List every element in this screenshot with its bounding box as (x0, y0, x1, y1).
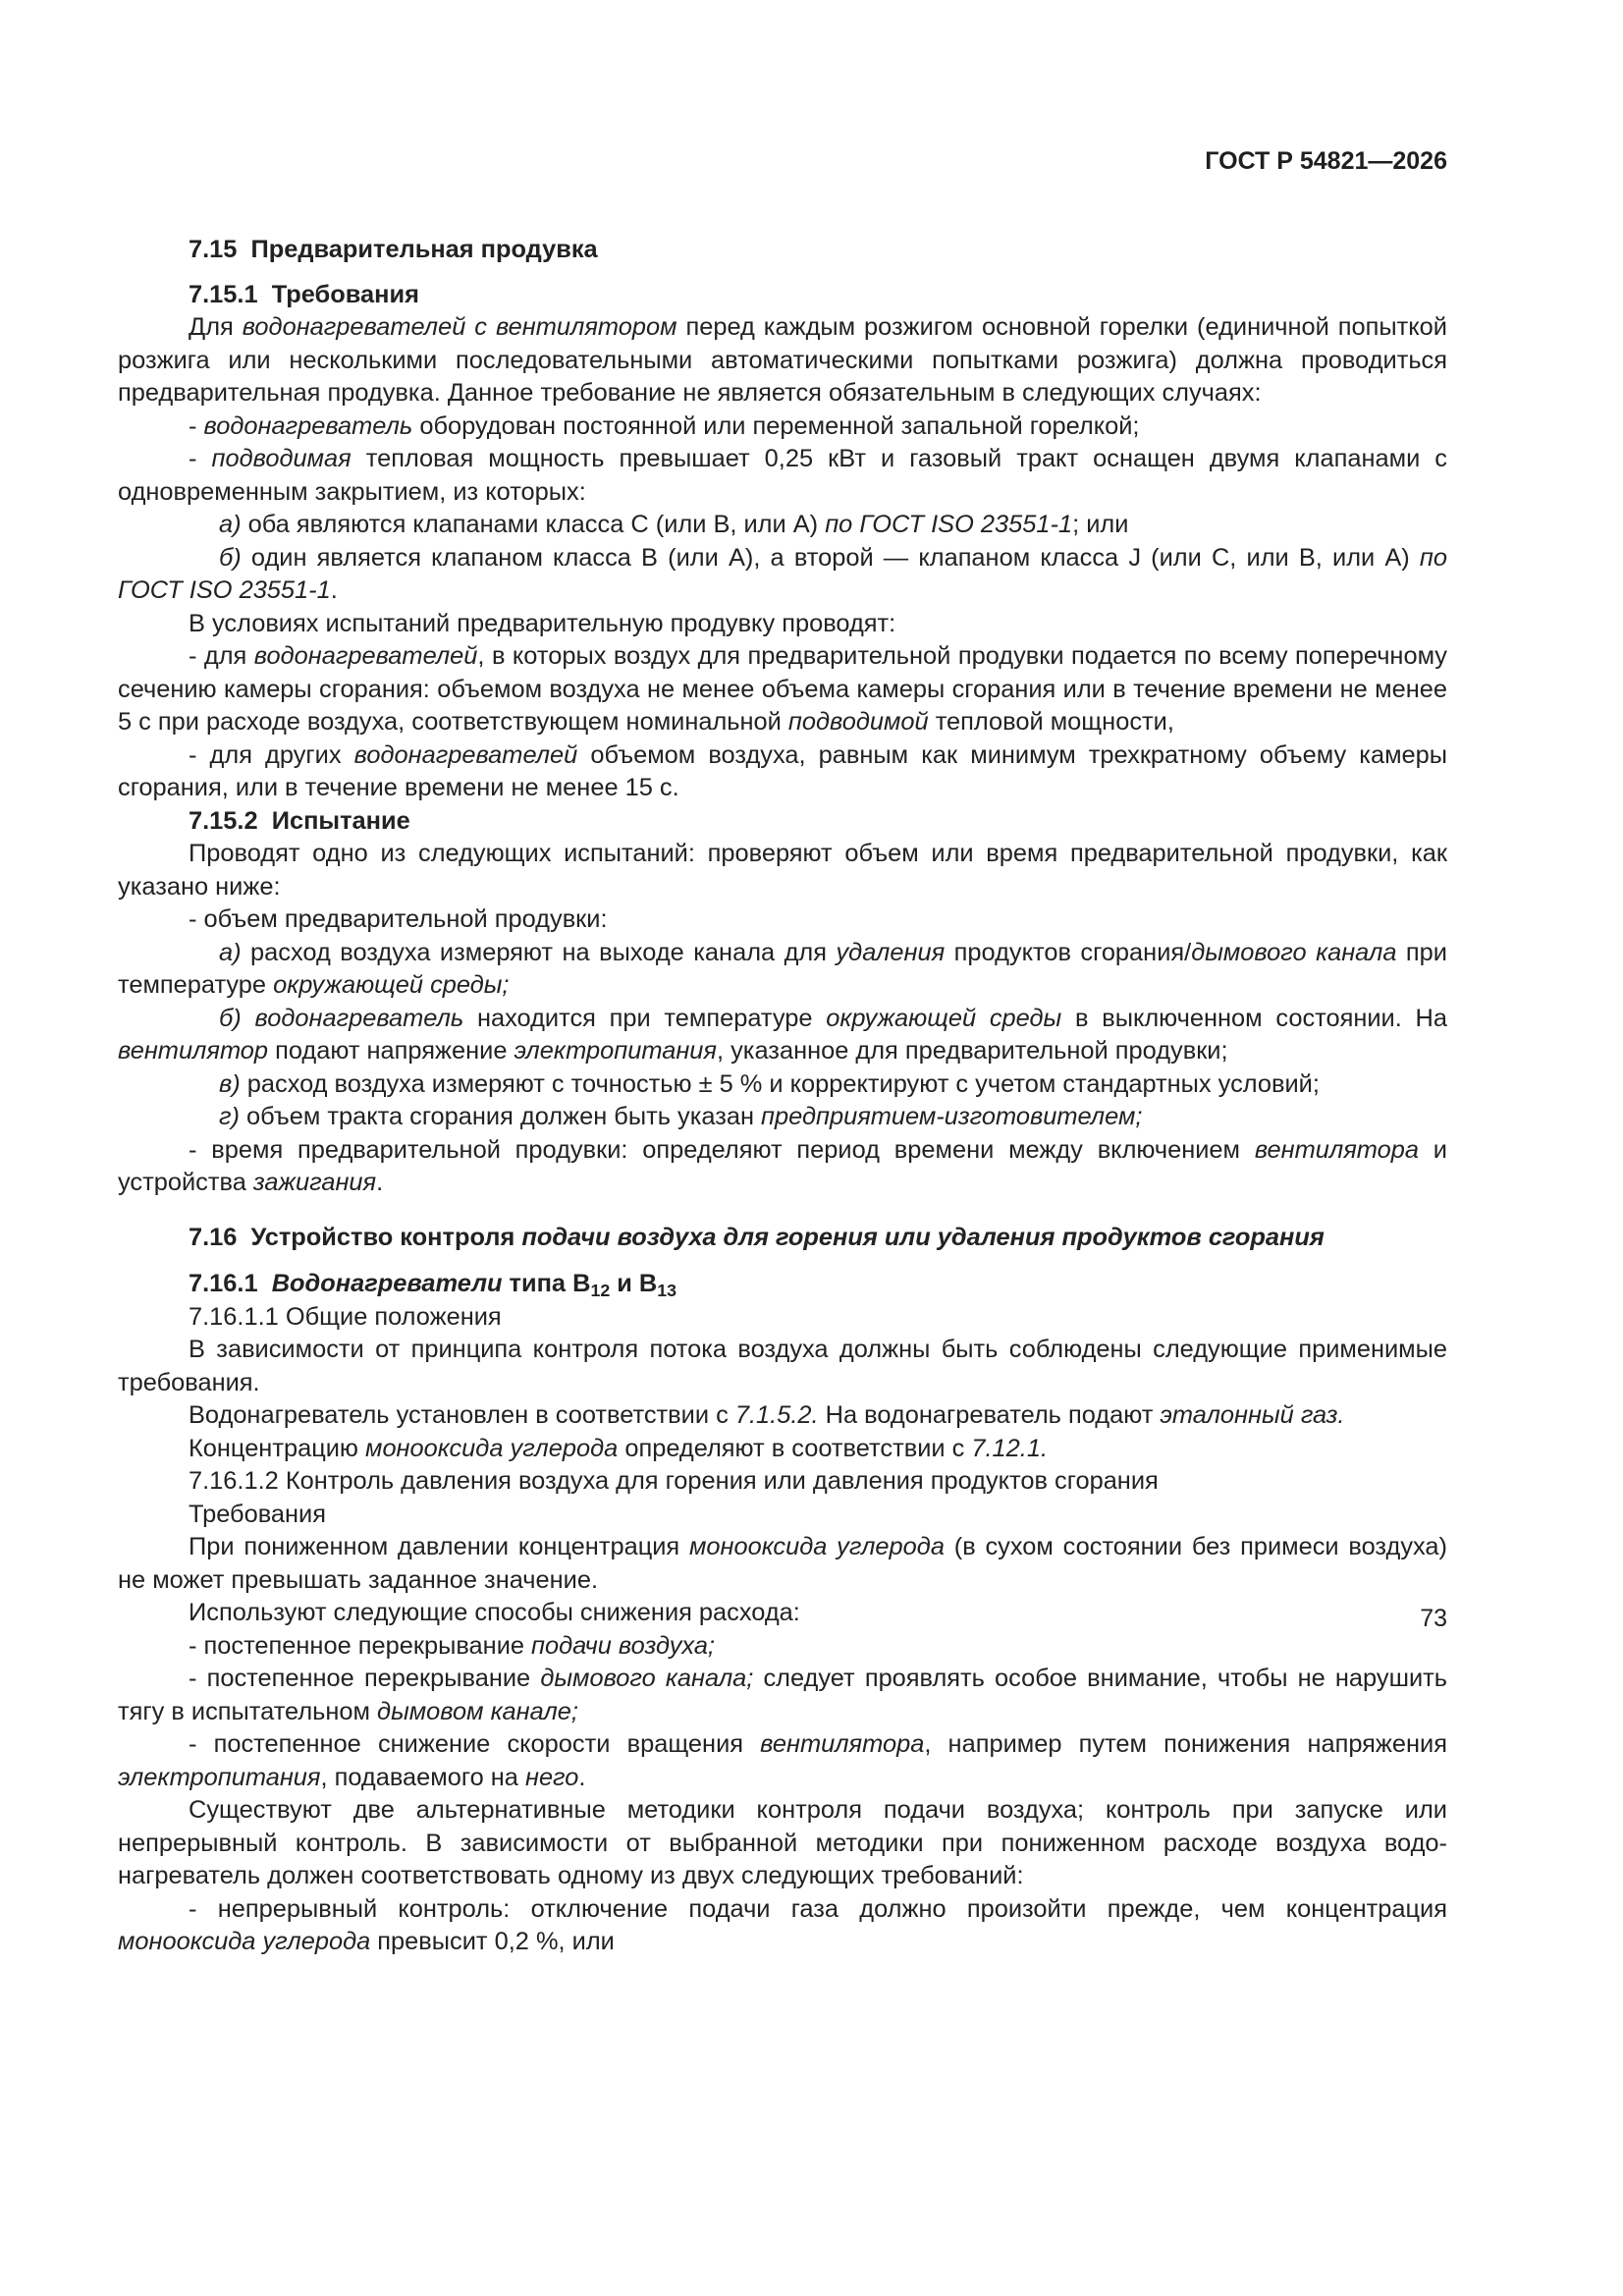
text: - для (189, 642, 254, 670)
term: водонагревателей (353, 740, 578, 769)
text: один является клапаном класса В (или А), а второй — клапаном класса J (или С, или В, или А) (241, 543, 1420, 572)
reference: 7.12.1. (971, 1434, 1049, 1462)
term: вентилятора (1254, 1135, 1419, 1164)
list-item (118, 1134, 1447, 1200)
term: монооксида углерода (118, 1928, 371, 1955)
text (242, 1005, 255, 1032)
sub-list-item (118, 937, 1447, 1003)
section-number: 7.15.2 (189, 806, 258, 835)
paragraph (118, 1531, 1447, 1597)
list-item (118, 1728, 1447, 1794)
paragraph (118, 1399, 1447, 1433)
term: окружающей среды (826, 1004, 1062, 1032)
list-item (118, 443, 1447, 509)
section-heading-7-15 (118, 234, 1447, 267)
term: эталонный газ. (1160, 1401, 1345, 1429)
clause-heading: 7.16.1.1 Общие положения (189, 1302, 502, 1331)
paragraph: Используют следующие способы снижения расхода: (189, 1599, 800, 1626)
text: объемом воздуха, равным как минимум трехкратному объему камеры сгорания, или в течение времени не менее 15 с. (118, 740, 1448, 801)
section-title: Устройство контроля (250, 1223, 522, 1251)
text: - для других (189, 740, 354, 769)
sub-list-item (118, 1068, 1447, 1102)
term: монооксида углерода (365, 1434, 619, 1462)
list-item (118, 640, 1447, 739)
text: Концентрацию (189, 1434, 366, 1462)
text: в выключенном состоянии. На (1061, 1004, 1447, 1032)
text: - (189, 411, 204, 440)
term: подводимая (211, 445, 352, 472)
subsection-heading-7-16-1 (118, 1268, 1447, 1301)
term: вентилятора (760, 1730, 925, 1758)
subsection-heading-7-15-2 (118, 805, 1447, 839)
reference: по ГОСТ ISO 23551-1 (118, 543, 1447, 604)
item-marker: в) (219, 1069, 241, 1098)
paragraph: Существуют две альтернативные методики контроля подачи воздуха; контроль при запуске или непрерывный контроль. В зависимости от выбранной методики при пониженном расходе воздуха водонагреватель должен соответствовать одному из двух следующих требований: (118, 1796, 1447, 1889)
term: водонагревателей (253, 642, 478, 670)
list-item (118, 739, 1447, 805)
text: На водонагреватель подают (818, 1401, 1161, 1429)
text: - непрерывный контроль: отключение подачи газа должно произойти прежде, чем концентрация (189, 1894, 1447, 1923)
paragraph: В зависимости от принципа контроля потока воздуха должны быть соблюдены следующие применимые требования. (118, 1336, 1447, 1396)
text: При пониженном давлении концентрация (189, 1533, 689, 1560)
text: тепловой мощности, (928, 708, 1174, 736)
text: - постепенное перекрывание (189, 1631, 532, 1660)
term: электропитания (514, 1037, 717, 1065)
item-marker: а) (219, 511, 242, 538)
paragraph: Проводят одно из следующих испытаний: проверяют объем или время предварительной продувки, как указано ниже: (118, 840, 1447, 901)
section-title-term: Водонагреватели (271, 1270, 503, 1297)
list-item (118, 1893, 1447, 1959)
text: Водонагреватель установлен в соответствии с (189, 1401, 735, 1429)
section-title-term: подачи воздуха для горения или удаления продуктов сгорания (521, 1223, 1325, 1251)
item-marker: б) (219, 543, 242, 572)
text: - постепенное снижение скорости вращения (189, 1730, 761, 1758)
section-title: типа В (502, 1270, 591, 1297)
sub-list-item (118, 1101, 1447, 1134)
text: - время предварительной продувки: определяют период времени между включением (189, 1135, 1255, 1164)
section-number: 7.16 (189, 1223, 238, 1251)
text: подают напряжение (268, 1037, 514, 1065)
reference: по ГОСТ ISO 23551-1 (825, 511, 1073, 538)
section-heading-7-16 (118, 1222, 1447, 1255)
paragraph (118, 311, 1447, 410)
list-item (118, 1663, 1447, 1728)
term: зажигания (252, 1169, 377, 1196)
text: (в сухом состоянии без примеси воздуха) не может превышать заданное значение. (118, 1533, 1447, 1594)
text: продуктов сгорания/ (945, 938, 1192, 966)
term: вентилятор (118, 1037, 269, 1065)
term: предприятием-изготовителем; (761, 1103, 1143, 1130)
text: определяют в соответствии с (618, 1434, 972, 1462)
section-title: Испытание (271, 806, 410, 835)
term: него (524, 1763, 579, 1791)
list-item (118, 1630, 1447, 1664)
subscript: 13 (657, 1281, 677, 1300)
text: Для (189, 313, 243, 341)
term: водонагревателей с вентилятором (242, 313, 677, 341)
item-marker: а) (219, 938, 242, 966)
paragraph: В условиях испытаний предварительную продувку проводят: (189, 609, 896, 637)
clause-subheading: Требования (189, 1500, 326, 1528)
text: следует проявлять особое внимание, чтобы не нарушить тягу в испытательном (118, 1665, 1447, 1725)
text: перед каждым розжигом основной горелки (единичной попыткой розжига или несколькими последовательными автоматическими попытками розжига) должна проводиться предварительная продувка. Данное требование не является обязательным в следующих случаях: (118, 313, 1447, 407)
clause-heading: 7.16.1.2 Контроль давления воздуха для горения или давления продуктов сгорания (189, 1467, 1159, 1495)
term: подводимой (787, 708, 929, 736)
text: , подаваемого на (320, 1763, 525, 1791)
sub-list-item (118, 542, 1447, 608)
sub-list-item (118, 1003, 1447, 1068)
term: водонагреватель (254, 1004, 464, 1032)
text: . (578, 1763, 586, 1791)
term: водонагреватель (203, 411, 413, 440)
text: превысит 0,2 %, или (370, 1928, 615, 1955)
text: , указанное для предварительной продувки; (717, 1037, 1228, 1065)
text: расход воздуха измеряют на выходе канала для (241, 938, 837, 966)
standard-designation: ГОСТ Р 54821—2026 (1205, 147, 1447, 175)
section-number: 7.15.1 (189, 280, 258, 308)
item-marker: б) (219, 1004, 242, 1032)
text: - постепенное перекрывание (189, 1665, 541, 1692)
section-title: Предварительная продувка (250, 236, 598, 263)
term: электропитания (118, 1763, 321, 1791)
text: оборудован постоянной или переменной запальной горелкой; (412, 411, 1140, 440)
text: , например путем понижения напряжения (924, 1730, 1447, 1758)
text: . (330, 576, 338, 604)
term: удаления (836, 938, 946, 966)
text: - (189, 445, 212, 472)
section-title: Требования (271, 280, 419, 308)
text: . (376, 1169, 384, 1196)
text: , в которых воздух для предварительной продувки подается по всему поперечному сечению камеры сгорания: объемом воздуха не менее объема камеры сгорания или в течение времени не менее 5 с при расходе воздуха, соответствующем номинальной (118, 642, 1447, 736)
item-marker: г) (219, 1103, 240, 1130)
text: находится при температуре (463, 1004, 827, 1032)
term: окружающей среды; (273, 971, 510, 999)
list-item (118, 410, 1447, 444)
text: ; или (1072, 511, 1129, 538)
section-title: и В (610, 1270, 658, 1297)
paragraph (118, 1433, 1447, 1466)
subscript: 12 (590, 1281, 611, 1300)
text: оба являются клапанами класса С (или В, или А) (241, 511, 826, 538)
text: и устройства (118, 1135, 1447, 1196)
section-number: 7.16.1 (189, 1270, 258, 1297)
term: дымовом канале; (377, 1697, 578, 1725)
term: дымового канала (1191, 938, 1397, 966)
subsection-heading-7-15-1 (118, 279, 1447, 312)
section-number: 7.15 (189, 236, 238, 263)
text: тепловая мощность превышает 0,25 кВт и газовый тракт оснащен двумя клапанами с одновременным закрытием, из которых: (118, 445, 1447, 506)
page-number: 73 (1420, 1605, 1447, 1632)
list-item: - объем предварительной продувки: (189, 905, 608, 933)
text: при температуре (118, 938, 1447, 999)
term: подачи воздуха; (531, 1631, 715, 1660)
term: дымового канала; (540, 1665, 754, 1692)
text: расход воздуха измеряют с точностью ± 5 % и корректируют с учетом стандартных условий; (240, 1069, 1320, 1098)
term: монооксида углерода (688, 1533, 945, 1560)
text: объем тракта сгорания должен быть указан (239, 1103, 762, 1130)
sub-list-item (118, 509, 1447, 542)
document-body (118, 224, 1447, 1959)
reference: 7.1.5.2. (734, 1401, 819, 1429)
